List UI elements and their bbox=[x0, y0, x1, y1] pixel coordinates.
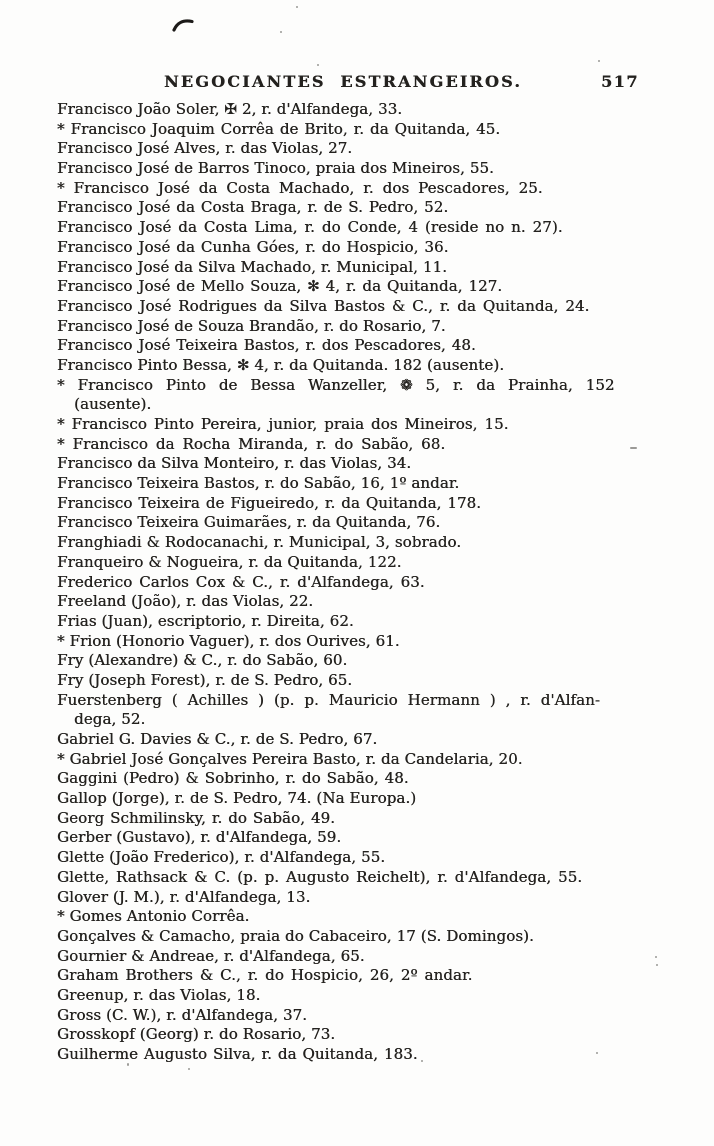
page-number: 517 bbox=[601, 72, 639, 91]
directory-entry: Glover (J. M.), r. d'Alfandega, 13. bbox=[57, 887, 311, 906]
directory-entry: Francisco José Teixeira Bastos, r. dos Pescadores, 48. bbox=[57, 336, 476, 355]
directory-entry: Georg Schmilinsky, r. do Sabão, 49. bbox=[57, 808, 335, 827]
directory-entry: Francisco Pinto Bessa, ✻ 4, r. da Quitanda. 182 (ausente). bbox=[57, 355, 505, 374]
directory-entry: Gerber (Gustavo), r. d'Alfandega, 59. bbox=[57, 828, 342, 847]
scan-speck bbox=[280, 31, 282, 33]
directory-entry: Greenup, r. das Violas, 18. bbox=[57, 985, 261, 1004]
directory-entry: Fry (Alexandre) & C., r. do Sabão, 60. bbox=[57, 651, 348, 670]
pen-mark bbox=[172, 17, 198, 33]
directory-entry: * Francisco Pinto Pereira, junior, praia dos Mineiros, 15. bbox=[57, 415, 509, 433]
running-head-title: NEGOCIANTES ESTRANGEIROS. bbox=[163, 72, 523, 91]
directory-entry: Francisco José Rodrigues da Silva Bastos & C., r. da Quitanda, 24. bbox=[57, 296, 590, 315]
directory-entry: Graham Brothers & C., r. do Hospicio, 26, 2º andar. bbox=[57, 966, 473, 985]
directory-entry: Francisco Teixeira Bastos, r. do Sabão, 16, 1º andar. bbox=[57, 474, 460, 493]
directory-entry: Francisco José da Costa Braga, r. de S. Pedro, 52. bbox=[57, 198, 449, 217]
directory-entry: Fuerstenberg ( Achilles ) (p. p. Mauricio Hermann ) , r. d'Alfan- bbox=[57, 690, 601, 709]
directory-entry: Glette, Rathsack & C. (p. p. Augusto Reichelt), r. d'Alfandega, 55. bbox=[57, 867, 583, 886]
directory-entry: Francisco José de Souza Brandão, r. do Rosario, 7. bbox=[57, 316, 446, 335]
scan-speck bbox=[296, 6, 298, 8]
directory-entry: Francisco José da Cunha Góes, r. do Hospicio, 36. bbox=[57, 237, 449, 256]
directory-entry: Francisco Teixeira Guimarães, r. da Quitanda, 76. bbox=[57, 513, 441, 532]
directory-entry: * Gomes Antonio Corrêa. bbox=[57, 907, 250, 926]
directory-entry: Francisco José Alves, r. das Violas, 27. bbox=[57, 139, 353, 158]
directory-entry: * Francisco da Rocha Miranda, r. do Sabão, 68. bbox=[57, 434, 446, 453]
directory-entry: Gabriel G. Davies & C., r. de S. Pedro, 67. bbox=[57, 730, 378, 748]
directory-entry: Frederico Carlos Cox & C., r. d'Alfandega, 63. bbox=[57, 572, 425, 591]
scan-speck bbox=[188, 1068, 190, 1070]
directory-entry: * Frion (Honorio Vaguer), r. dos Ourives, 61. bbox=[57, 631, 400, 650]
directory-entry: Gallop (Jorge), r. de S. Pedro, 74. (Na Europa.) bbox=[57, 789, 417, 808]
directory-entry: Francisco José de Mello Souza, ✻ 4, r. da Quitanda, 127. bbox=[57, 277, 503, 296]
directory-entry: Grosskopf (Georg) r. do Rosario, 73. bbox=[57, 1025, 336, 1044]
directory-entry: (ausente). bbox=[74, 395, 152, 414]
directory-entry: Gross (C. W.), r. d'Alfandega, 37. bbox=[57, 1005, 308, 1024]
directory-entry: Francisco José de Barros Tinoco, praia dos Mineiros, 55. bbox=[57, 159, 494, 178]
directory-entry: * Gabriel José Gonçalves Pereira Basto, r. da Candelaria, 20. bbox=[57, 749, 523, 768]
directory-entry: * Francisco Pinto de Bessa Wanzeller, ❁ 5, r. da Prainha, 152 bbox=[57, 375, 615, 394]
directory-entry: Francisco João Soler, ✠ 2, r. d'Alfandega, 33. bbox=[57, 100, 403, 118]
directory-entry: dega, 52. bbox=[74, 710, 146, 729]
directory-entry: Freeland (João), r. das Violas, 22. bbox=[57, 592, 314, 611]
directory-entry: Glette (João Frederico), r. d'Alfandega, 55. bbox=[57, 848, 386, 867]
directory-entry: Franqueiro & Nogueira, r. da Quitanda, 122. bbox=[57, 552, 402, 571]
directory-entry: Frias (Juan), escriptorio, r. Direita, 62. bbox=[57, 611, 354, 630]
directory-entry: * Francisco José da Costa Machado, r. dos Pescadores, 25. bbox=[57, 178, 543, 197]
scan-speck bbox=[317, 64, 319, 66]
directory-entry: Fry (Joseph Forest), r. de S. Pedro, 65. bbox=[57, 670, 353, 689]
directory-entry: Gournier & Andreae, r. d'Alfandega, 65. bbox=[57, 946, 365, 965]
scan-speck bbox=[598, 60, 600, 62]
directory-entry: Gonçalves & Camacho, praia do Cabaceiro, 17 (S. Domingos). bbox=[57, 926, 534, 945]
directory-entry: Francisco da Silva Monteiro, r. das Violas, 34. bbox=[57, 454, 412, 473]
directory-entry: * Francisco Joaquim Corrêa de Brito, r. da Quitanda, 45. bbox=[57, 119, 501, 138]
directory-entry: Guilherme Augusto Silva, r. da Quitanda, 183. bbox=[57, 1045, 418, 1063]
directory-entry: Francisco José da Silva Machado, r. Municipal, 11. bbox=[57, 257, 447, 276]
directory-entry: Francisco José da Costa Lima, r. do Conde, 4 (reside no n. 27). bbox=[57, 218, 563, 237]
directory-entry: Francisco Teixeira de Figueiredo, r. da Quitanda, 178. bbox=[57, 493, 482, 512]
directory-entry: Gaggini (Pedro) & Sobrinho, r. do Sabão, 48. bbox=[57, 769, 409, 788]
directory-list bbox=[57, 100, 669, 1065]
directory-entry: Franghiadi & Rodocanachi, r. Municipal, 3, sobrado. bbox=[57, 533, 462, 552]
